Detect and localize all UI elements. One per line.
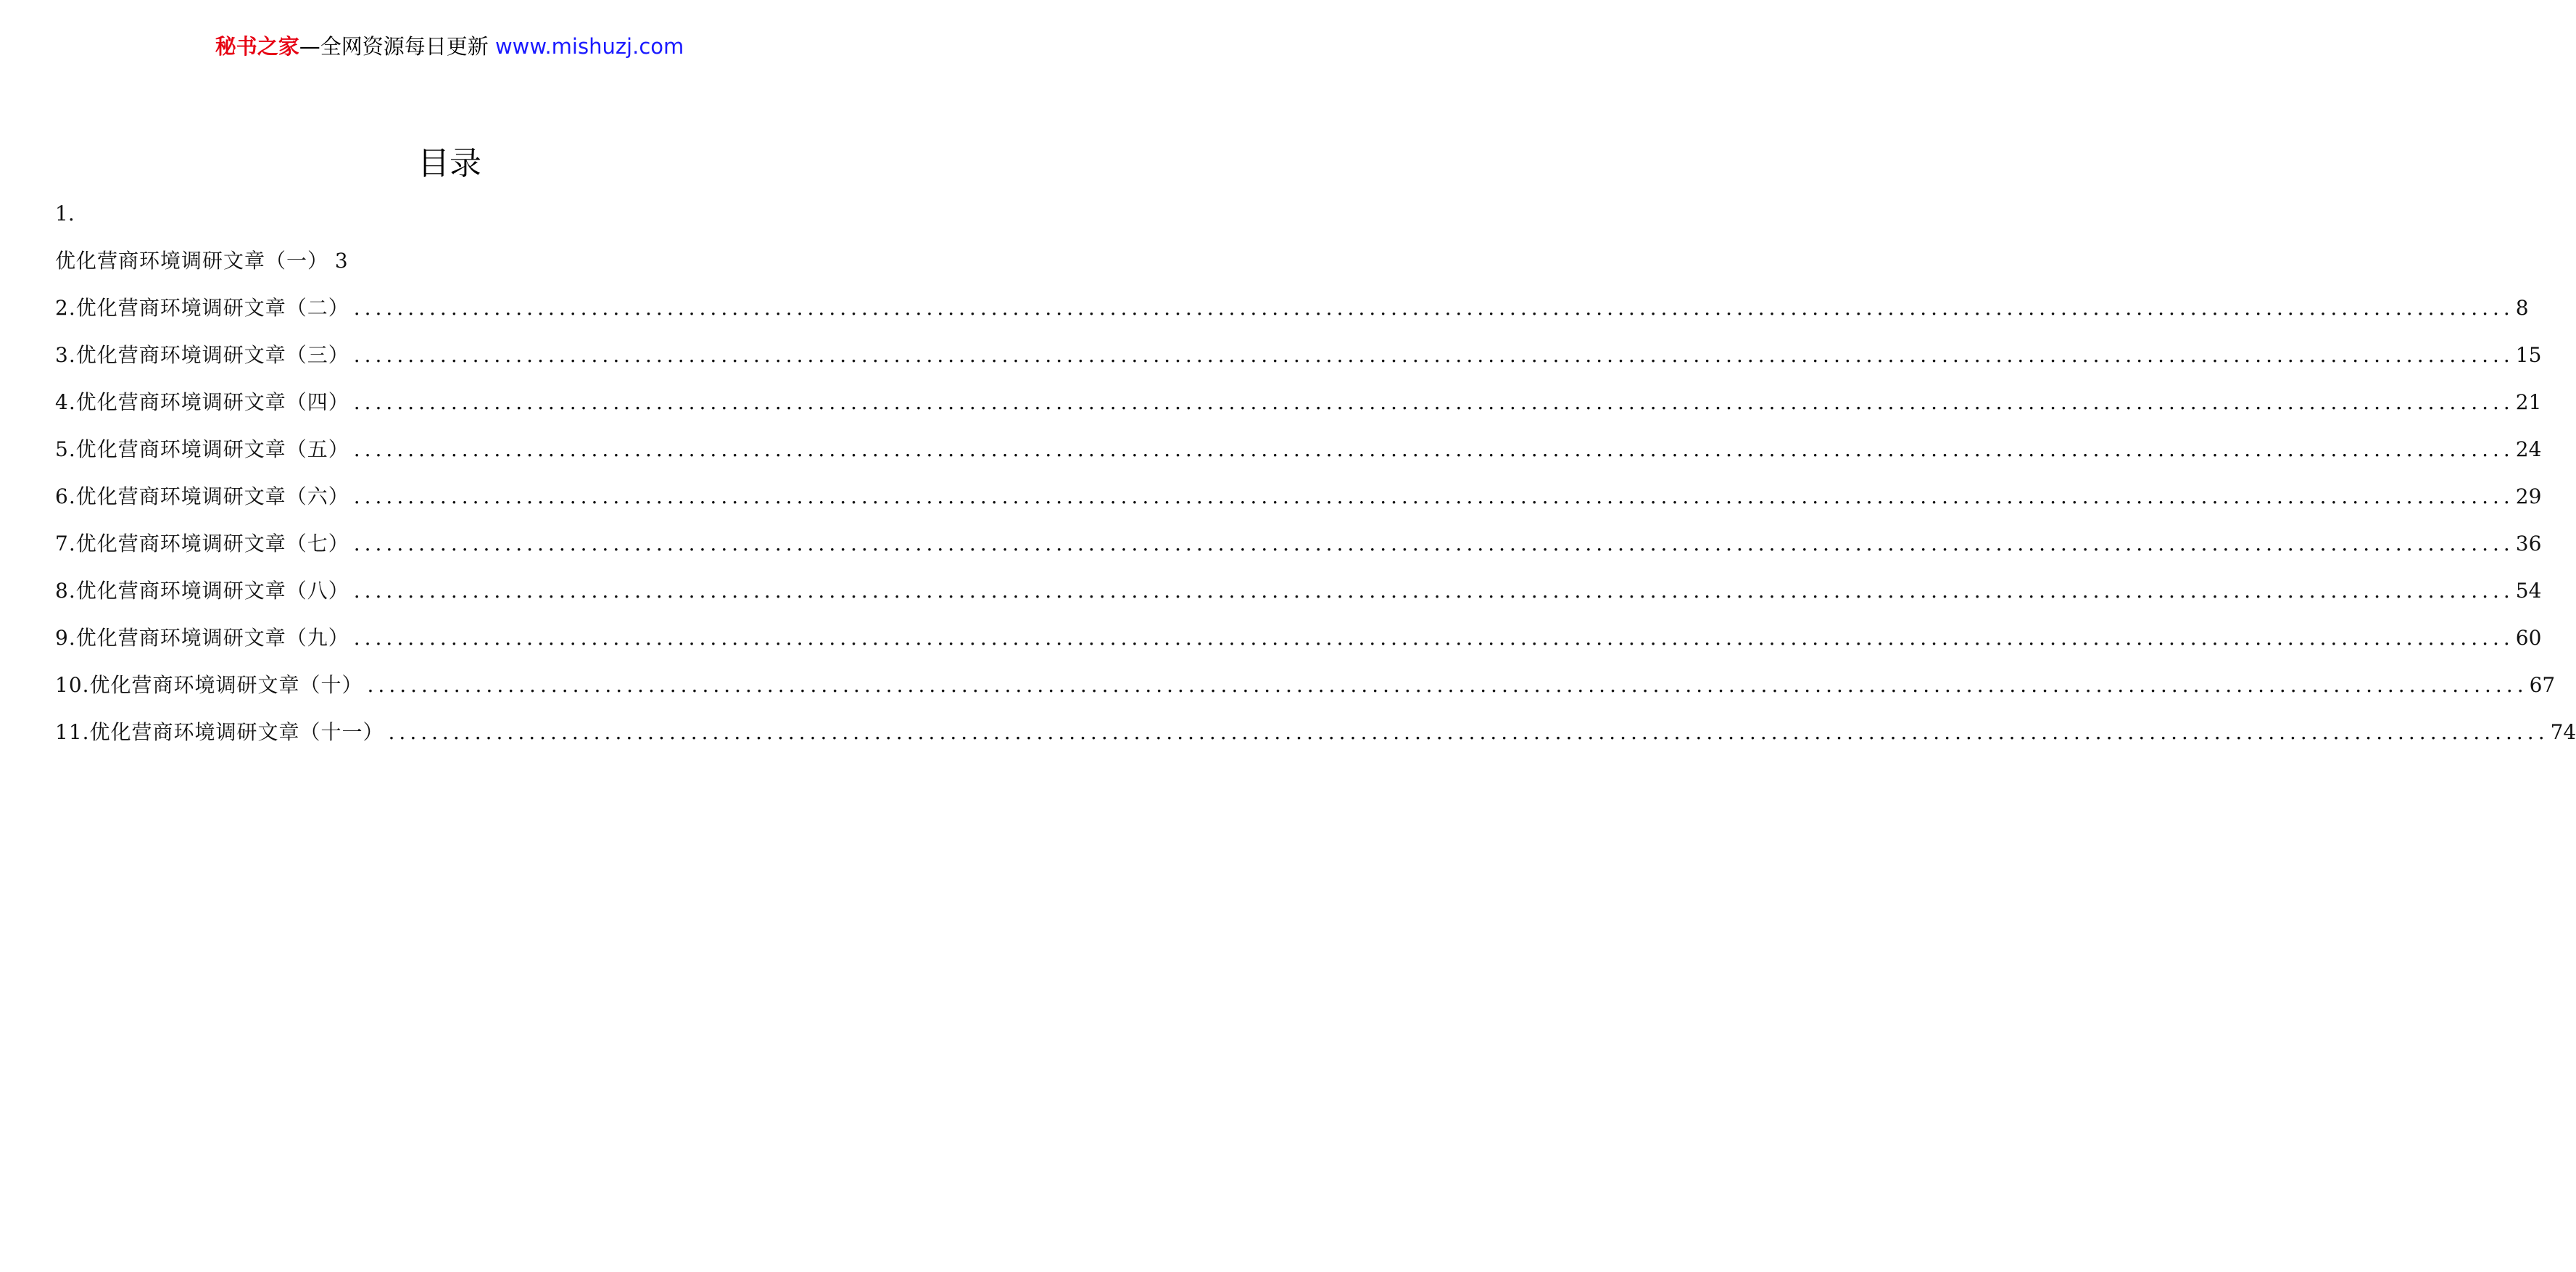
toc-entry-1-number[interactable]: 1.	[55, 202, 75, 226]
toc-entry[interactable]	[55, 713, 2576, 760]
toc-entry-label: 11.优化营商环境调研文章（十一）	[55, 720, 384, 744]
toc-entry-page: 24	[2515, 437, 2542, 461]
toc-entry-label: 3.优化营商环境调研文章（三）	[55, 343, 349, 367]
brand-name: 秘书之家	[215, 34, 299, 59]
dot-leader: ........................................................................................................................................................................................................	[353, 626, 2514, 650]
toc-entry-page: 29	[2515, 484, 2542, 508]
toc-entry-page: 60	[2515, 626, 2542, 650]
toc-entry[interactable]	[55, 289, 2529, 336]
toc-entry-page: 21	[2515, 390, 2542, 414]
dot-leader: ........................................................................................................................................................................................................	[353, 343, 2514, 367]
toc-entry[interactable]	[55, 336, 2542, 383]
toc-entry-label: 7.优化营商环境调研文章（七）	[55, 532, 349, 556]
site-banner	[0, 32, 899, 61]
toc-entry-label: 6.优化营商环境调研文章（六）	[55, 484, 349, 508]
toc-entry-page: 54	[2515, 579, 2542, 603]
toc-entry[interactable]	[55, 524, 2542, 571]
dot-leader: ........................................................................................................................................................................................................	[388, 720, 2549, 744]
toc-entry-page: 3	[334, 249, 348, 273]
toc-entry-label: 9.优化营商环境调研文章（九）	[55, 626, 349, 650]
toc-entry-label: 8.优化营商环境调研文章（八）	[55, 579, 349, 603]
toc-entry-label: 10.优化营商环境调研文章（十）	[55, 673, 363, 697]
toc-entry[interactable]	[55, 619, 2542, 666]
dot-leader: ........................................................................................................................................................................................................	[367, 673, 2528, 697]
dot-leader: ........................................................................................................................................................................................................	[353, 390, 2514, 414]
toc-entry-page: 74	[2550, 720, 2576, 744]
toc-entry-page: 15	[2515, 343, 2542, 367]
toc-entry-page: 36	[2515, 532, 2542, 556]
toc-entry-label: 2.优化营商环境调研文章（二）	[55, 296, 349, 320]
toc-entry-page: 8	[2515, 296, 2529, 320]
page-title: 目录	[418, 145, 481, 182]
toc-entry-label: 优化营商环境调研文章（一）	[55, 249, 329, 273]
toc-entry-label: 5.优化营商环境调研文章（五）	[55, 437, 349, 461]
toc-entry[interactable]	[55, 383, 2542, 430]
toc-entry-1[interactable]	[55, 241, 845, 289]
dot-leader: ........................................................................................................................................................................................................	[353, 579, 2514, 603]
toc-entry[interactable]	[55, 477, 2542, 524]
dot-leader: ........................................................................................................................................................................................................	[353, 532, 2514, 556]
toc-entry[interactable]	[55, 430, 2542, 477]
site-url-link[interactable]: www.mishuzj.com	[494, 34, 684, 59]
toc-entry[interactable]	[55, 666, 2556, 713]
dot-leader: ........................................................................................................................................................................................................	[353, 484, 2514, 508]
toc-entry-page: 67	[2529, 673, 2556, 697]
table-of-contents	[55, 194, 2576, 760]
toc-entry[interactable]	[55, 571, 2542, 619]
dot-leader: ........................................................................................................................................................................................................	[353, 296, 2514, 320]
dot-leader: ........................................................................................................................................................................................................	[353, 437, 2514, 461]
toc-entry-label: 4.优化营商环境调研文章（四）	[55, 390, 349, 414]
slogan: —全网资源每日更新	[299, 34, 489, 59]
